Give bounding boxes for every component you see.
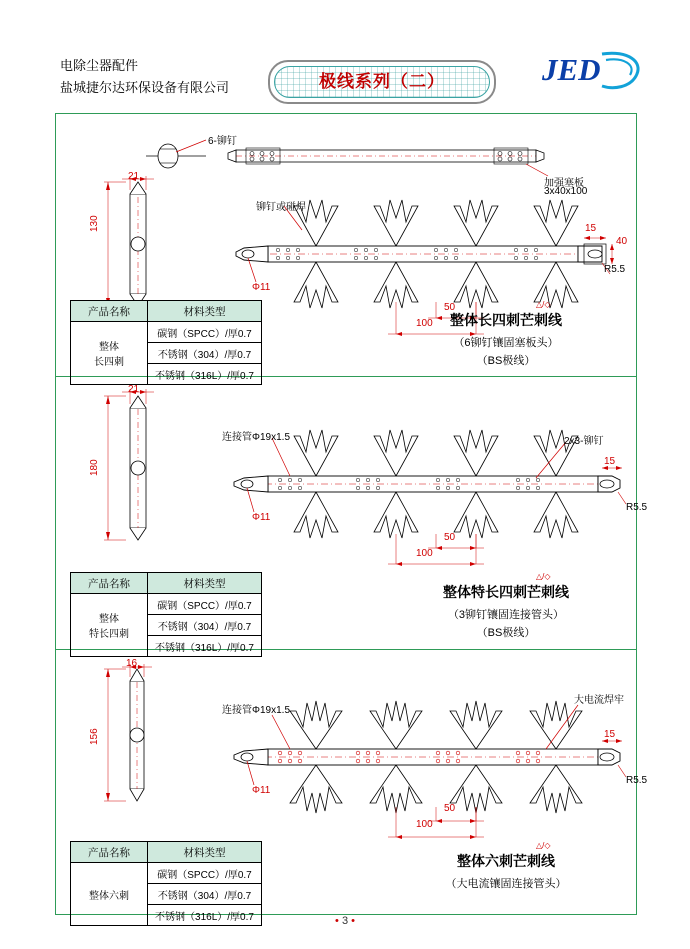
label-dim-156: 156 [89,728,100,745]
section-3-cross-section [86,661,206,806]
label-phi11-s2: Φ11 [252,512,271,523]
product-name-line-1: 整体 [99,614,119,625]
table-cell-material-2: 不锈钢（304）/厚0.7 [148,343,262,364]
page-number: 3 [341,915,349,927]
section-2 [56,376,648,654]
label-dim-180: 180 [89,459,100,476]
company-logo [540,48,650,94]
label-connect-tube-s3: 连接管Φ19x1.5 [222,705,291,716]
caption-mark-1: △/◇ [536,300,551,309]
caption-mark-3: △/◇ [536,841,551,850]
footer-dot-left: • [335,915,339,927]
label-rivet-top: 6-铆钉 [208,136,237,147]
caption-title-3: 整体六刺芒刺线 [457,853,555,869]
label-dim-21-s1: 21 [128,171,140,182]
table-cell-material-1: 碳钢（SPCC）/厚0.7 [148,594,262,615]
caption-2 [381,582,631,640]
table-cell-material-3: 不锈钢（316L）/厚0.7 [148,905,262,926]
label-dim-50-s2: 50 [444,532,456,543]
caption-sub-2: （BS极线） [476,627,536,639]
table-header-material: 材料类型 [148,842,262,863]
footer-dot-right: • [351,915,355,927]
section-2-barbed-line [206,396,636,556]
caption-1 [386,310,626,368]
label-dim-130: 130 [89,215,100,232]
product-name-line-2: 特长四刺 [89,629,129,640]
label-rivet-2x3: 2x3-铆钉 [564,436,604,447]
caption-3 [386,851,626,891]
label-dim-15-s3: 15 [604,729,616,740]
label-connect-tube-s2: 连接管Φ19x1.5 [222,432,291,443]
table-header-name: 产品名称 [71,842,148,863]
table-header-row [71,301,262,322]
drawing-frame [55,113,648,923]
label-rivet-or-weld: 铆钉或碰焊 [256,202,306,213]
caption-sub-1: （大电流镶固连接管头） [445,878,567,890]
label-r55-s2: R5.5 [626,502,648,513]
caption-sub-2: （BS极线） [476,355,536,367]
spec-table-1 [70,300,262,385]
table-header-name: 产品名称 [71,573,148,594]
spec-table-3 [70,841,262,926]
product-name-line-2: 长四刺 [94,357,124,368]
page-header [0,0,690,110]
table-row [71,863,262,884]
label-dim-50-s1: 50 [444,302,456,313]
table-cell-material-3: 不锈钢（316L）/厚0.7 [148,364,262,385]
table-cell-material-2: 不锈钢（304）/厚0.7 [148,884,262,905]
section-title-text: 极线系列（二） [319,72,445,91]
section-1-cross-section [86,174,206,309]
table-cell-product-name [71,594,148,657]
label-plate-note-2: 3x40x100 [544,186,588,197]
label-big-current-weld: 大电流焊牢 [574,695,624,706]
label-dim-21-s2: 21 [128,384,140,395]
table-row [71,594,262,615]
section-1 [56,114,636,382]
table-row [71,322,262,343]
section-title-badge [268,60,496,104]
company-line-2: 盐城捷尔达环保设备有限公司 [60,80,230,95]
table-header-material: 材料类型 [148,301,262,322]
caption-mark-2: △/◇ [536,572,551,581]
caption-sub-1: （6铆钉镶固塞板头） [453,337,559,349]
table-cell-material-3: 不锈钢（316L）/厚0.7 [148,636,262,657]
label-dim-50-s3: 50 [444,803,456,814]
label-dim-15-s2: 15 [604,456,616,467]
company-line-1: 电除尘器配件 [60,58,139,73]
table-header-material: 材料类型 [148,573,262,594]
table-cell-product-name: 整体六刺 [71,863,148,926]
label-phi11-s1: Φ11 [252,282,271,293]
label-dim-15-s1: 15 [585,223,597,234]
table-cell-material-1: 碳钢（SPCC）/厚0.7 [148,863,262,884]
label-plate-note-1: 加强塞板 [544,178,584,189]
table-cell-material-1: 碳钢（SPCC）/厚0.7 [148,322,262,343]
spec-table-2 [70,572,262,657]
table-header-name: 产品名称 [71,301,148,322]
svg-text:JED: JED [542,52,601,87]
table-header-row [71,573,262,594]
product-name-line-1: 整体 [99,342,119,353]
company-info [60,55,229,99]
label-r55-s3: R5.5 [626,775,648,786]
label-dim-100-s2: 100 [416,548,433,559]
label-dim-100-s3: 100 [416,819,433,830]
label-dim-40-s1: 40 [616,236,628,247]
caption-title-1: 整体长四刺芒刺线 [450,312,562,328]
table-header-row [71,842,262,863]
caption-title-2: 整体特长四刺芒刺线 [443,584,569,600]
table-cell-material-2: 不锈钢（304）/厚0.7 [148,615,262,636]
section-2-cross-section [86,386,206,546]
label-dim-100-s1: 100 [416,318,433,329]
section-3 [56,649,648,923]
caption-sub-1: （3铆钉镶固连接管头） [447,609,565,621]
label-phi11-s3: Φ11 [252,785,271,796]
label-r55-s1: R5.5 [604,264,626,275]
section-3-barbed-line [206,671,636,831]
label-dim-16-s3: 16 [126,658,138,669]
page-footer [0,915,690,927]
